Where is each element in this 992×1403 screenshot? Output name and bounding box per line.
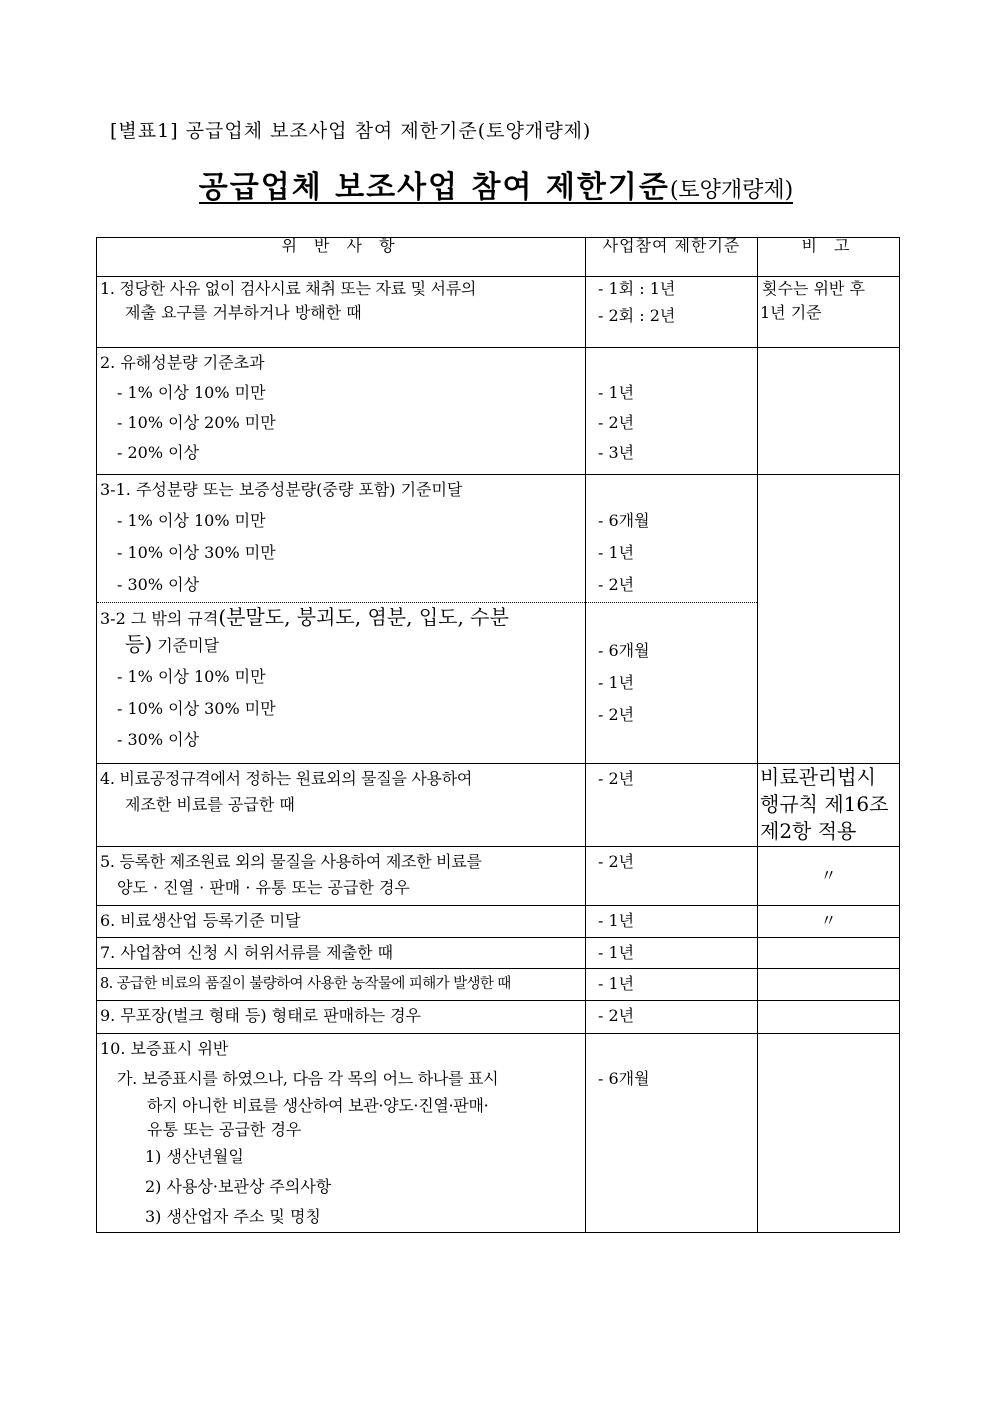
violation-line: 9. 무포장(벌크 형태 등) 형태로 판매하는 경우 xyxy=(100,1006,422,1025)
limit-cell xyxy=(586,1001,758,1034)
table-row xyxy=(97,906,900,938)
header-limit: 사업참여 제한기준 xyxy=(586,238,758,277)
violation-line: 5. 등록한 제조원료 외의 물질을 사용하여 제조한 비료를 xyxy=(100,852,482,871)
violation-text: 등) xyxy=(125,632,153,656)
limit-line: - 2년 xyxy=(598,413,635,432)
limit-line: - 1년 xyxy=(598,673,635,692)
remark-cell xyxy=(758,348,900,475)
table-row xyxy=(97,764,900,847)
violation-line: 3-1. 주성분량 또는 보증성분량(중량 포함) 기준미달 xyxy=(100,480,463,499)
violation-line: 3) 생산업자 주소 및 명칭 xyxy=(145,1207,321,1226)
title-main: 공급업체 보조사업 참여 제한기준 xyxy=(198,170,670,205)
violation-cell xyxy=(97,969,586,1001)
remark-cell xyxy=(758,1001,900,1034)
violation-line: 7. 사업참여 신청 시 허위서류를 제출한 때 xyxy=(100,943,394,962)
violation-line: 4. 비료공정규격에서 정하는 원료외의 물질을 사용하여 xyxy=(100,769,473,788)
table-row xyxy=(97,847,900,906)
limit-cell xyxy=(586,906,758,938)
violation-cell xyxy=(97,1001,586,1034)
ditto-mark: 〃 xyxy=(820,866,837,885)
table-row xyxy=(97,1001,900,1034)
violation-cell xyxy=(97,277,586,348)
violation-line: 8. 공급한 비료의 품질이 불량하여 사용한 농작물에 피해가 발생한 때 xyxy=(100,976,511,992)
header-violation: 위 반 사 항 xyxy=(97,238,586,277)
violation-text: 3-2 그 밖의 규격 xyxy=(100,609,219,628)
violation-text: (분말도, 붕괴도, 염분, 입도, 수분 xyxy=(218,605,509,629)
limit-line: - 2년 xyxy=(598,852,635,871)
violation-cell xyxy=(97,847,586,906)
limit-line: - 1년 xyxy=(598,543,635,562)
violation-line xyxy=(97,603,585,631)
violation-line: - 10% 이상 20% 미만 xyxy=(117,413,276,432)
violation-line: 유통 또는 공급한 경우 xyxy=(147,1120,302,1139)
limit-cell xyxy=(586,969,758,1001)
limit-cell xyxy=(586,938,758,969)
limit-line: - 2년 xyxy=(598,769,635,788)
violation-line: 1. 정당한 사유 없이 검사시료 채취 또는 자료 및 서류의 xyxy=(100,279,477,298)
violation-cell xyxy=(97,1034,586,1233)
violation-cell xyxy=(97,938,586,969)
limit-cell xyxy=(586,348,758,475)
table-row xyxy=(97,938,900,969)
violation-line: - 1% 이상 10% 미만 xyxy=(117,667,266,686)
limit-cell xyxy=(586,603,758,764)
remark-cell xyxy=(758,969,900,1001)
limit-line: - 6개월 xyxy=(598,641,650,660)
remark-line: 제2항 적용 xyxy=(760,819,857,843)
violation-cell xyxy=(97,348,586,475)
limit-cell xyxy=(586,847,758,906)
limit-line: - 1회 : 1년 xyxy=(598,279,676,298)
limit-cell xyxy=(586,764,758,847)
violation-line: 제출 요구를 거부하거나 방해한 때 xyxy=(125,303,362,322)
violation-line: - 10% 이상 30% 미만 xyxy=(117,699,276,718)
table-row xyxy=(97,475,900,603)
title-sub: (토양개량제) xyxy=(669,178,794,203)
remark-line: 행규칙 제16조 xyxy=(760,792,889,816)
violation-cell xyxy=(97,475,586,603)
remark-cell xyxy=(758,277,900,348)
violation-line: 10. 보증표시 위반 xyxy=(100,1039,229,1058)
limit-line: - 3년 xyxy=(598,443,635,462)
remark-cell xyxy=(758,475,900,764)
table-header-row xyxy=(97,238,900,277)
document-title xyxy=(0,162,992,206)
remark-line: 비료관리법시 xyxy=(760,765,876,789)
remark-line: 횟수는 위반 후 xyxy=(762,279,865,298)
violation-line: 2. 유해성분량 기준초과 xyxy=(100,353,265,372)
violation-line: - 10% 이상 30% 미만 xyxy=(117,543,276,562)
limit-line: - 6개월 xyxy=(598,1069,650,1088)
limit-line: - 1년 xyxy=(598,974,635,993)
violation-line: - 30% 이상 xyxy=(117,730,200,749)
table-row xyxy=(97,348,900,475)
restriction-table xyxy=(96,237,900,1233)
limit-line: - 2년 xyxy=(598,705,635,724)
header-remark: 비 고 xyxy=(758,238,900,277)
limit-line: - 2년 xyxy=(598,1006,635,1025)
limit-line: - 2년 xyxy=(598,575,635,594)
remark-cell xyxy=(758,1034,900,1233)
table-row xyxy=(97,277,900,348)
violation-line: 하지 아니한 비료를 생산하여 보관·양도·진열·판매· xyxy=(147,1096,489,1115)
table-row xyxy=(97,1034,900,1233)
violation-line: - 1% 이상 10% 미만 xyxy=(117,511,266,530)
violation-line: - 30% 이상 xyxy=(117,575,200,594)
appendix-caption: [별표1] 공급업체 보조사업 참여 제한기준(토양개량제) xyxy=(110,120,592,142)
limit-line: - 1년 xyxy=(598,383,635,402)
limit-line: - 1년 xyxy=(598,943,635,962)
violation-line: 양도 · 진열 · 판매 · 유통 또는 공급한 경우 xyxy=(117,878,410,897)
ditto-mark: 〃 xyxy=(820,911,837,930)
violation-line: 가. 보증표시를 하였으나, 다음 각 목의 어느 하나를 표시 xyxy=(117,1069,499,1088)
violation-cell xyxy=(97,603,586,764)
limit-line: - 6개월 xyxy=(598,511,650,530)
violation-text: 기준미달 xyxy=(152,636,220,655)
table-row xyxy=(97,969,900,1001)
limit-line: - 2회 : 2년 xyxy=(598,306,676,325)
limit-cell xyxy=(586,1034,758,1233)
violation-line: - 20% 이상 xyxy=(117,443,200,462)
violation-line xyxy=(97,631,585,661)
violation-cell xyxy=(97,906,586,938)
violation-line: 1) 생산년월일 xyxy=(145,1147,244,1166)
limit-cell xyxy=(586,277,758,348)
remark-line: 1년 기준 xyxy=(760,303,822,322)
limit-cell xyxy=(586,475,758,603)
violation-line: - 1% 이상 10% 미만 xyxy=(117,383,266,402)
remark-cell xyxy=(758,764,900,847)
violation-line: 6. 비료생산업 등록기준 미달 xyxy=(100,911,301,930)
remark-cell xyxy=(758,847,900,906)
violation-line: 2) 사용상·보관상 주의사항 xyxy=(145,1177,332,1196)
limit-line: - 1년 xyxy=(598,911,635,930)
remark-cell xyxy=(758,938,900,969)
remark-cell xyxy=(758,906,900,938)
violation-cell xyxy=(97,764,586,847)
violation-line: 제조한 비료를 공급한 때 xyxy=(125,795,295,814)
